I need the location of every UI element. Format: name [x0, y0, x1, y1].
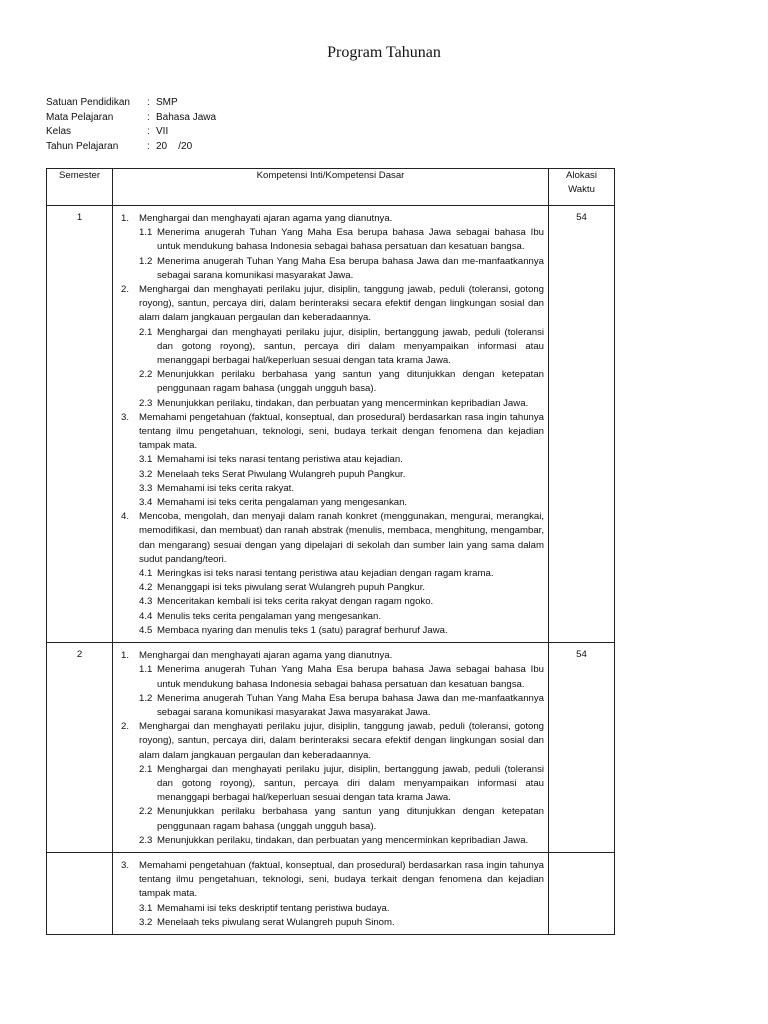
kd-item	[139, 368, 544, 396]
info-value: Bahasa Jawa	[156, 111, 217, 123]
ki-text: Memahami pengetahuan (faktual, konseptual, dan prosedural) berdasarkan rasa ingin tahunya tentang ilmu pengetahuan, teknologi, seni, budaya terkait dengan fenomena dan kejadian tampak mata.	[139, 411, 544, 452]
kd-text: Meringkas isi teks narasi tentang peristiwa atau kejadian dengan ragam krama.	[157, 568, 494, 580]
kd-number: 2.2	[139, 806, 153, 818]
header-alokasi	[549, 169, 615, 206]
info-separator: :	[147, 126, 150, 137]
ki-item	[121, 649, 544, 663]
info-value: VII	[156, 126, 169, 137]
kd-number: 3.3	[139, 482, 153, 494]
kd-text: Memahami isi teks cerita rakyat.	[157, 482, 295, 494]
table-header-row	[47, 169, 615, 206]
header-alokasi-line1: Alokasi	[566, 170, 597, 181]
kd-text: Menceritakan kembali isi teks cerita rakyat dengan ragam ngoko.	[157, 596, 434, 608]
ki-number: 3.	[121, 859, 130, 871]
kd-text: Membaca nyaring dan menulis teks 1 (satu) paragraf berhuruf Jawa.	[157, 624, 448, 636]
kd-item	[139, 255, 544, 283]
ki-number: 2.	[121, 284, 130, 296]
ki-text: Menghargai dan menghayati perilaku jujur, disiplin, tanggung jawab, peduli (toleransi, gotong royong), santun, percaya diri, dalam berinteraksi secara efektif dengan lingkungan sosial dan alam dalam jangkauan pergaulan dan keberadaannya.	[139, 721, 544, 761]
page-title: Program Tahunan	[327, 44, 441, 61]
alokasi-cell	[549, 852, 615, 934]
kompetensi-cell	[113, 643, 549, 853]
kd-item	[139, 902, 544, 916]
kd-text: Menghargai dan menghayati perilaku jujur, disiplin, bertanggung jawab, peduli (toleransi dan gotong royong), santun, percaya diri dalam menyampaikan informasi atau menanggapi berbagai hal/keperluan sesuai dengan tata krama Jawa.	[157, 326, 544, 367]
kd-number: 2.3	[139, 834, 153, 846]
kd-number: 2.3	[139, 397, 153, 409]
kd-number: 3.2	[139, 916, 153, 928]
ki-number: 4.	[121, 511, 130, 523]
ki-text: Mencoba, mengolah, dan menyaji dalam ranah konkret (menggunakan, mengurai, merangkai, memodifikasi, dan membuat) dan ranah abstrak (menulis, membaca, menghitung, mengambar, dan mengarang) sesuai dengan yang dipelajari di sekolah dan sumber lain yang sama dalam sudut pandang/teori.	[139, 511, 544, 565]
kd-item	[139, 834, 544, 848]
header-kompetensi: Kompetensi Inti/Kompetensi Dasar	[113, 169, 549, 206]
kd-number: 4.1	[139, 568, 153, 580]
kd-item	[139, 567, 544, 581]
info-value: SMP	[156, 97, 178, 108]
table-row	[47, 206, 615, 643]
kd-item	[139, 226, 544, 254]
kd-item	[139, 581, 544, 595]
kd-number: 3.1	[139, 902, 153, 914]
kd-text: Menunjukkan perilaku, tindakan, dan perbuatan yang mencerminkan kepribadian Jawa.	[157, 834, 529, 846]
kd-number: 4.2	[139, 582, 153, 594]
kd-text: Menelaah teks Serat Piwulang Wulangreh pupuh Pangkur.	[157, 468, 406, 480]
info-label: Tahun Pelajaran	[46, 140, 119, 152]
kd-number: 1.2	[139, 255, 153, 267]
kd-number: 2.2	[139, 369, 153, 381]
kd-text: Menunjukkan perilaku, tindakan, dan perbuatan yang mencerminkan kepribadian Jawa.	[157, 397, 529, 409]
semester-cell: 1	[47, 206, 113, 643]
ki-number: 2.	[121, 721, 130, 733]
ki-item	[121, 411, 544, 454]
kd-text: Memahami isi teks narasi tentang peristiwa atau kejadian.	[157, 454, 403, 466]
kd-item	[139, 496, 544, 510]
info-label: Kelas	[46, 126, 72, 137]
table-row	[47, 852, 615, 934]
kd-item	[139, 805, 544, 833]
kd-item	[139, 610, 544, 624]
info-row-subject	[46, 111, 216, 126]
info-label: Mata Pelajaran	[46, 111, 114, 123]
info-row-class	[46, 125, 216, 140]
ki-number: 1.	[121, 213, 130, 224]
ki-text: Memahami pengetahuan (faktual, konseptual, dan prosedural) berdasarkan rasa ingin tahunya tentang ilmu pengetahuan, teknologi, seni, budaya terkait dengan fenomena dan kejadian tampak mata.	[139, 859, 544, 900]
info-row-school	[46, 96, 216, 111]
kd-item	[139, 595, 544, 609]
kd-number: 1.1	[139, 227, 153, 239]
semester-cell	[47, 852, 113, 934]
kd-text: Menerima anugerah Tuhan Yang Maha Esa berupa bahasa Jawa sebagai bahasa Ibu untuk mendukung bahasa Indonesia sebagai bahasa persatuan dan kesatuan bangsa.	[157, 664, 544, 690]
kd-text: Menghargai dan menghayati perilaku jujur, disiplin, bertanggung jawab, peduli (toleransi dan gotong royong), santun, percaya diri dalam menyampaikan informasi atau menanggapi berbagai hal/keperluan sesuai dengan tata krama Jawa.	[157, 763, 544, 804]
kd-number: 1.1	[139, 664, 153, 676]
kd-item	[139, 663, 544, 691]
kd-item	[139, 916, 544, 930]
kd-number: 4.5	[139, 624, 153, 636]
kd-number: 2.1	[139, 763, 153, 775]
table-row	[47, 643, 615, 853]
header-semester: Semester	[47, 169, 113, 206]
kd-item	[139, 453, 544, 467]
kd-text: Menulis teks cerita pengalaman yang mengesankan.	[157, 610, 381, 622]
kd-text: Menunjukkan perilaku berbahasa yang santun yang ditunjukkan dengan ketepatan penggunaan ragam bahasa (unggah ungguh basa).	[157, 806, 544, 832]
kd-text: Menanggapi isi teks piwulang serat Wulangreh pupuh Pangkur.	[157, 582, 426, 594]
kd-number: 3.1	[139, 454, 153, 466]
kd-item	[139, 397, 544, 411]
info-separator: :	[147, 140, 150, 152]
identity-block	[46, 96, 216, 154]
ki-number: 3.	[121, 411, 130, 423]
ki-text: Menghargai dan menghayati perilaku jujur, disiplin, tanggung jawab, peduli (toleransi, gotong royong), santun, percaya diri, dalam berinteraksi secara efektif dengan lingkungan sosial dan alam dalam jangkauan pergaulan dan keberadaannya.	[139, 284, 544, 324]
kd-text: Memahami isi teks deskriptif tentang peristiwa budaya.	[157, 902, 390, 914]
kd-text: Memahami isi teks cerita pengalaman yang mengesankan.	[157, 497, 408, 509]
info-row-year	[46, 140, 216, 155]
kd-item	[139, 326, 544, 369]
kd-number: 3.2	[139, 468, 153, 480]
kd-text: Menerima anugerah Tuhan Yang Maha Esa berupa bahasa Jawa sebagai bahasa Ibu untuk mendukung bahasa Indonesia sebagai bahasa persatuan dan kesatuan bangsa.	[157, 227, 544, 253]
kd-item	[139, 763, 544, 806]
alokasi-cell: 54	[549, 206, 615, 643]
kompetensi-cell	[113, 206, 549, 643]
ki-text: Menghargai dan menghayati ajaran agama yang dianutnya.	[139, 650, 393, 662]
ki-item	[121, 283, 544, 326]
ki-item	[121, 859, 544, 902]
kd-number: 3.4	[139, 497, 153, 509]
kompetensi-cell	[113, 852, 549, 934]
info-separator: :	[147, 111, 150, 123]
kd-number: 1.2	[139, 692, 153, 704]
kd-text: Menerima anugerah Tuhan Yang Maha Esa berupa bahasa Jawa dan me-manfaatkannya sebagai sarana komunikasi masyarakat Jawa masyarakat Jawa.	[157, 692, 544, 718]
ki-text: Menghargai dan menghayati ajaran agama yang dianutnya.	[139, 213, 393, 224]
ki-number: 1.	[121, 650, 130, 662]
kd-item	[139, 624, 544, 638]
info-label: Satuan Pendidikan	[46, 97, 130, 108]
kd-number: 4.4	[139, 610, 153, 622]
kd-text: Menelaah teks piwulang serat Wulangreh pupuh Sinom.	[157, 916, 395, 928]
header-alokasi-line2: Waktu	[568, 184, 595, 195]
kd-number: 4.3	[139, 596, 153, 608]
kd-item	[139, 468, 544, 482]
semester-cell: 2	[47, 643, 113, 853]
alokasi-cell: 54	[549, 643, 615, 853]
kd-text: Menunjukkan perilaku berbahasa yang santun yang ditunjukkan dengan ketepatan penggunaan ragam bahasa (unggah ungguh basa).	[157, 369, 544, 395]
program-table	[46, 168, 615, 935]
kd-item	[139, 482, 544, 496]
kd-item	[139, 692, 544, 720]
ki-item	[121, 720, 544, 763]
info-separator: :	[147, 97, 150, 108]
kd-text: Menerima anugerah Tuhan Yang Maha Esa berupa bahasa Jawa dan me-manfaatkannya sebagai sarana komunikasi masyarakat Jawa.	[157, 255, 544, 281]
kd-number: 2.1	[139, 326, 153, 338]
ki-item	[121, 510, 544, 567]
info-value: 20 /20	[156, 140, 193, 152]
ki-item	[121, 212, 544, 226]
